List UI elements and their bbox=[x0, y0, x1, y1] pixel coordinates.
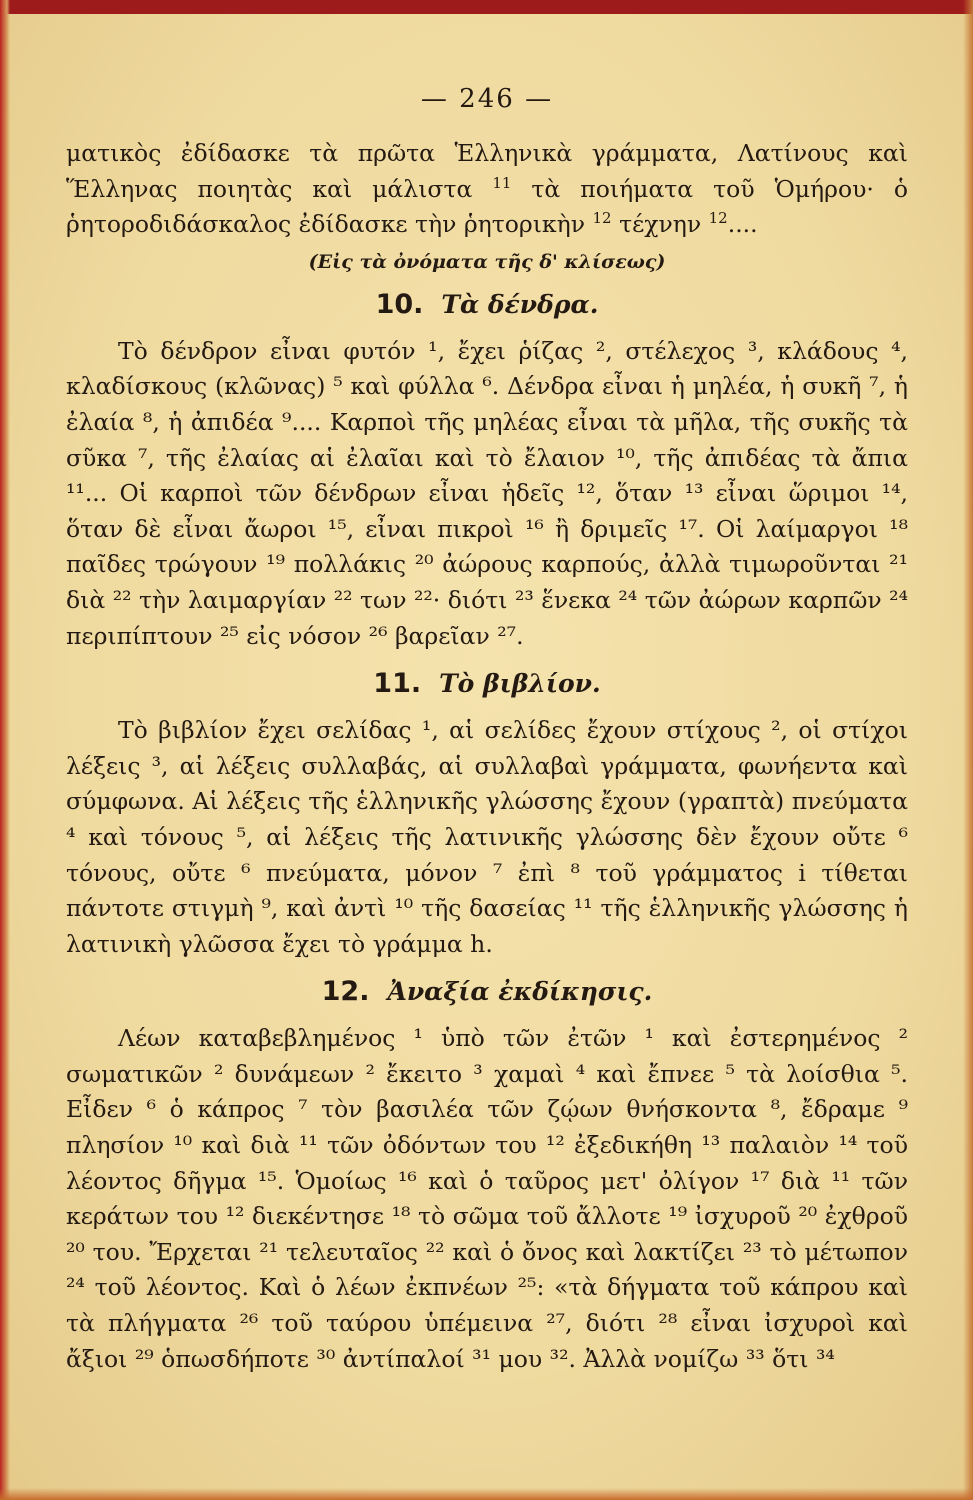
paragraph-text: Τὸ βιβλίον ἔχει σελίδας ¹, αἱ σελίδες ἔχουν στίχους ², οἱ στίχοι λέξεις ³, αἱ λέξεις συλλαβάς, αἱ συλλαβαὶ γράμματα, φωνήεντα καὶ σύμφωνα. Αἱ λέξεις τῆς ἑλληνικῆς γλώσσης ἔχουν (γραπτὰ) πνεύματα ⁴ καὶ τόνους ⁵, αἱ λέξεις τῆς λατινικῆς γλώσσης δὲν ἔχουν οὔτε ⁶ τόνους, οὔτε ⁶ πνεύματα, μόνον ⁷ ἐπὶ ⁸ τοῦ γράμματος i τίθεται πάντοτε στιγμὴ ⁹, καὶ ἀντὶ ¹⁰ τῆς δασείας ¹¹ τῆς ἑλληνικῆς γλώσσης ἡ λατινικὴ γλῶσσα ἔχει τὸ γράμμα h. bbox=[66, 716, 908, 958]
footnote-ref: 12 bbox=[592, 209, 612, 228]
section-number: 12. bbox=[321, 976, 370, 1008]
page-edge-top bbox=[0, 0, 973, 14]
page-number: — 246 — bbox=[420, 84, 554, 114]
section-title: Τὸ βιβλίον. bbox=[439, 669, 601, 699]
page-content bbox=[66, 84, 908, 1377]
section-10-text bbox=[66, 334, 908, 654]
section-11-text bbox=[66, 713, 908, 962]
intro-text-1: ματικὸς ἐδίδασκε τὰ πρῶτα Ἑλληνικὰ γράμματα, Λατίνους καὶ Ἕλληνας ποιητὰς καὶ μάλιστα bbox=[66, 139, 908, 203]
section-number: 11. bbox=[373, 668, 422, 700]
section-12-heading bbox=[66, 976, 908, 1007]
paragraph-text: Τὸ δένδρον εἶναι φυτόν ¹, ἔχει ῥίζας ², στέλεχος ³, κλάδους ⁴, κλαδίσκους (κλῶνας) ⁵ καὶ φύλλα ⁶. Δένδρα εἶναι ἡ μηλέα, ἡ συκῆ ⁷, ἡ ἐλαία ⁸, ἡ ἀπιδέα ⁹.... Καρποὶ τῆς μηλέας εἶναι τὰ μῆλα, τῆς συκῆς τὰ σῦκα ⁷, τῆς ἐλαίας αἱ ἐλαῖαι καὶ τὸ ἔλαιον ¹⁰, τῆς ἀπιδέας τὰ ἄπια ¹¹... Οἱ καρποὶ τῶν δένδρων εἶναι ἡδεῖς ¹², ὅταν ¹³ εἶναι ὥριμοι ¹⁴, ὅταν δὲ εἶναι ἄωροι ¹⁵, εἶναι πικροὶ ¹⁶ ἢ δριμεῖς ¹⁷. Οἱ λαίμαργοι ¹⁸ παῖδες τρώγουν ¹⁹ πολλάκις ²⁰ ἀώρους καρπούς, ἀλλὰ τιμωροῦνται ²¹ διὰ ²² τὴν λαιμαργίαν ²² των ²²· διότι ²³ ἕνεκα ²⁴ τῶν ἀώρων καρπῶν ²⁴ περιπίπτουν ²⁵ εἰς νόσον ²⁶ βαρεῖαν ²⁷. bbox=[66, 336, 908, 650]
section-title: Τὰ δένδρα. bbox=[441, 289, 599, 319]
intro-text-2: τὰ ποιήματα τοῦ Ὁμήρου· ὁ ῥητοροδιδάσκαλος ἐδίδασκε τὴν ῥητορικὴν bbox=[66, 174, 908, 239]
section-10-heading bbox=[66, 289, 908, 320]
footnote-ref: 12 bbox=[708, 209, 728, 228]
section-number: 10. bbox=[375, 288, 424, 320]
page-edge-left bbox=[0, 0, 10, 1500]
intro-text-4: .... bbox=[727, 210, 758, 239]
section-12-text bbox=[66, 1021, 908, 1377]
section-11-heading bbox=[66, 668, 908, 699]
footnote-ref: 11 bbox=[492, 173, 512, 192]
page-edge-bottom bbox=[0, 1488, 973, 1500]
declension-note: (Εἰς τὰ ὀνόματα τῆς δ' κλίσεως) bbox=[308, 250, 666, 273]
paragraph-text: Λέων καταβεβλημένος ¹ ὑπὸ τῶν ἐτῶν ¹ καὶ ἐστερημένος ² σωματικῶν ² δυνάμεων ² ἔκειτο ³ χαμαὶ ⁴ καὶ ἔπνεε ⁵ τὰ λοίσθια ⁵. Εἶδεν ⁶ ὁ κάπρος ⁷ τὸν βασιλέα τῶν ζῴων θνήσκοντα ⁸, ἔδραμε ⁹ πλησίον ¹⁰ καὶ διὰ ¹¹ τῶν ὀδόντων του ¹² ἐξεδικήθη ¹³ παλαιὸν ¹⁴ τοῦ λέοντος δῆγμα ¹⁵. Ὁμοίως ¹⁶ καὶ ὁ ταῦρος μετ' ὀλίγον ¹⁷ διὰ ¹¹ τῶν κεράτων του ¹² διεκέντησε ¹⁸ τὸ σῶμα τοῦ ἄλλοτε ¹⁹ ἰσχυροῦ ²⁰ ἐχθροῦ ²⁰ του. Ἔρχεται ²¹ τελευταῖος ²² καὶ ὁ ὄνος καὶ λακτίζει ²³ τὸ μέτωπον ²⁴ τοῦ λέοντος. Καὶ ὁ λέων ἐκπνέων ²⁵: «τὰ δήγματα τοῦ κάπρου καὶ τὰ πλήγματα ²⁶ τοῦ ταύρου ὑπέμεινα ²⁷, διότι ²⁸ εἶναι ἰσχυροὶ καὶ ἄξιοι ²⁹ ὁπωσδήποτε ³⁰ ἀντίπαλοί ³¹ μου ³². Ἀλλὰ νομίζω ³³ ὅτι ³⁴ bbox=[66, 1024, 908, 1373]
intro-text-3: τέχνην bbox=[619, 210, 702, 239]
intro-paragraph bbox=[66, 136, 908, 243]
page-edge-right bbox=[963, 0, 973, 1500]
section-title: Ἀναξία ἐκδίκησις. bbox=[387, 977, 653, 1007]
